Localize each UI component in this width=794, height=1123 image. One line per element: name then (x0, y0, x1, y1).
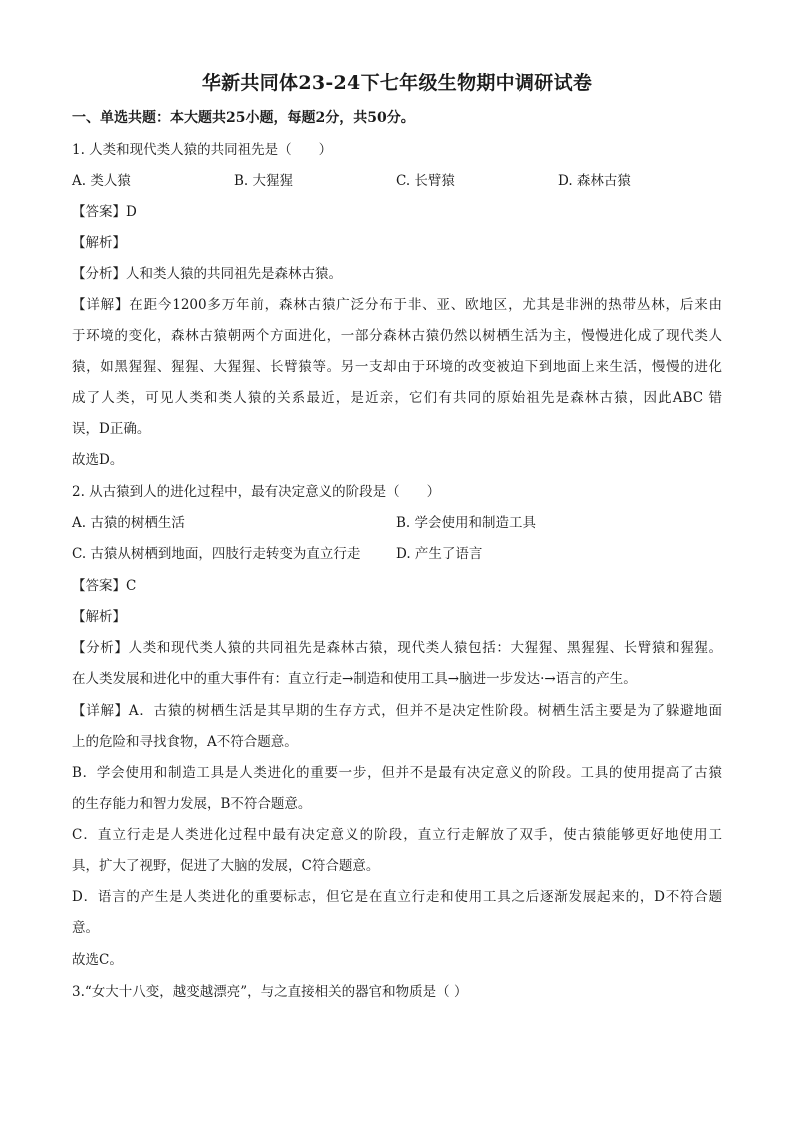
q1-option-b: B. 大猩猩 (234, 173, 294, 189)
fenxi-text: 人类和现代类人猿的共同祖先是森林古猿，现代类人猿包括：大猩猩、黑猩猩、长臂猿和猩猩。 (128, 640, 722, 656)
q2-option-b: B. 学会使用和制造工具 (396, 515, 537, 531)
answer-label: 【答案】 (72, 578, 126, 594)
q2-option-c: C. 古猿从树栖到地面，四肢行走转变为直立行走 (72, 546, 361, 562)
section-header: 一、单选共题：本大题共25小题，每题2分，共50分。 (72, 110, 415, 126)
xiangjie-label: 【详解】 (72, 703, 129, 719)
q1-xiangjie-line: 成了人类，可见人类和类人猿的关系最近，是近亲，它们有共同的原始祖先是森林古猿，因此ABC 错 (72, 390, 722, 406)
q1-conclusion: 故选D。 (72, 452, 124, 468)
q1-option-d: D. 森林古猿 (558, 173, 631, 189)
q1-xiangjie-line: 误，D正确。 (72, 421, 151, 437)
q1-option-c: C. 长臂猿 (396, 173, 455, 189)
answer-value: D (126, 204, 137, 220)
q2-xiangjie-line: 具，扩大了视野，促进了大脑的发展，C符合题意。 (72, 858, 380, 874)
q1-stem: 1. 人类和现代类人猿的共同祖先是（ ） (72, 142, 333, 158)
answer-label: 【答案】 (72, 204, 126, 220)
q3-stem: 3.“女大十八变，越变越漂亮”，与之直接相关的器官和物质是（ ） (72, 984, 468, 1000)
fenxi-label: 【分析】 (72, 266, 126, 282)
q2-conclusion: 故选C。 (72, 952, 123, 968)
q2-xiangjie-line: C．直立行走是人类进化过程中最有决定意义的阶段，直立行走解放了双手，使古猿能够更好地使用工 (72, 827, 722, 843)
q2-fenxi (72, 638, 722, 658)
q2-xiangjie-line (72, 701, 722, 721)
q2-option-d: D. 产生了语言 (396, 546, 483, 562)
q2-fenxi-line: 在人类发展和进化中的重大事件有：直立行走→制造和使用工具→脑进一步发达·→语言的产生。 (72, 671, 637, 687)
q2-xiangjie-line: 上的危险和寻找食物，A不符合题意。 (72, 734, 298, 750)
q1-option-a: A. 类人猿 (72, 173, 131, 189)
answer-value: C (126, 578, 137, 594)
q2-jiexi-label: 【解析】 (72, 609, 126, 625)
xiangjie-text: 在距今1200多万年前，森林古猿广泛分布于非、亚、欧地区，尤其是非洲的热带丛林，后来由 (129, 297, 723, 313)
q2-xiangjie-line: 的生存能力和智力发展，B不符合题意。 (72, 796, 312, 812)
q1-fenxi (72, 264, 722, 284)
q1-answer (72, 202, 722, 222)
q2-option-a: A. 古猿的树栖生活 (72, 515, 185, 531)
q1-xiangjie-line: 于环境的变化，森林古猿朝两个方面进化，一部分森林古猿仍然以树栖生活为主，慢慢进化成了现代类人 (72, 328, 722, 344)
q2-xiangjie-line: D．语言的产生是人类进化的重要标志，但它是在直立行走和使用工具之后逐渐发展起来的，D不符合题 (72, 889, 722, 905)
fenxi-label: 【分析】 (72, 640, 129, 656)
q2-xiangjie-line: B．学会使用和制造工具是人类进化的重要一步，但并不是最有决定意义的阶段。工具的使用提高了古猿 (72, 765, 722, 781)
xiangjie-text: A．古猿的树栖生活是其早期的生存方式，但并不是决定性阶段。树栖生活主要是为了躲避地面 (128, 703, 723, 719)
q2-stem: 2. 从古猿到人的进化过程中，最有决定意义的阶段是（ ） (72, 484, 441, 500)
q1-xiangjie-line (72, 295, 722, 315)
q1-jiexi-label: 【解析】 (72, 235, 126, 251)
q2-xiangjie-line: 意。 (72, 920, 99, 936)
fenxi-text: 人和类人猿的共同祖先是森林古猿。 (126, 266, 342, 282)
page-title: 华新共同体23-24下七年级生物期中调研试卷 (201, 72, 593, 94)
xiangjie-label: 【详解】 (72, 297, 130, 313)
q1-xiangjie-line: 猿，如黑猩猩、猩猩、大猩猩、长臂猿等。另一支却由于环境的改变被迫下到地面上来生活，慢慢的进化 (72, 359, 722, 375)
q2-answer (72, 576, 722, 596)
